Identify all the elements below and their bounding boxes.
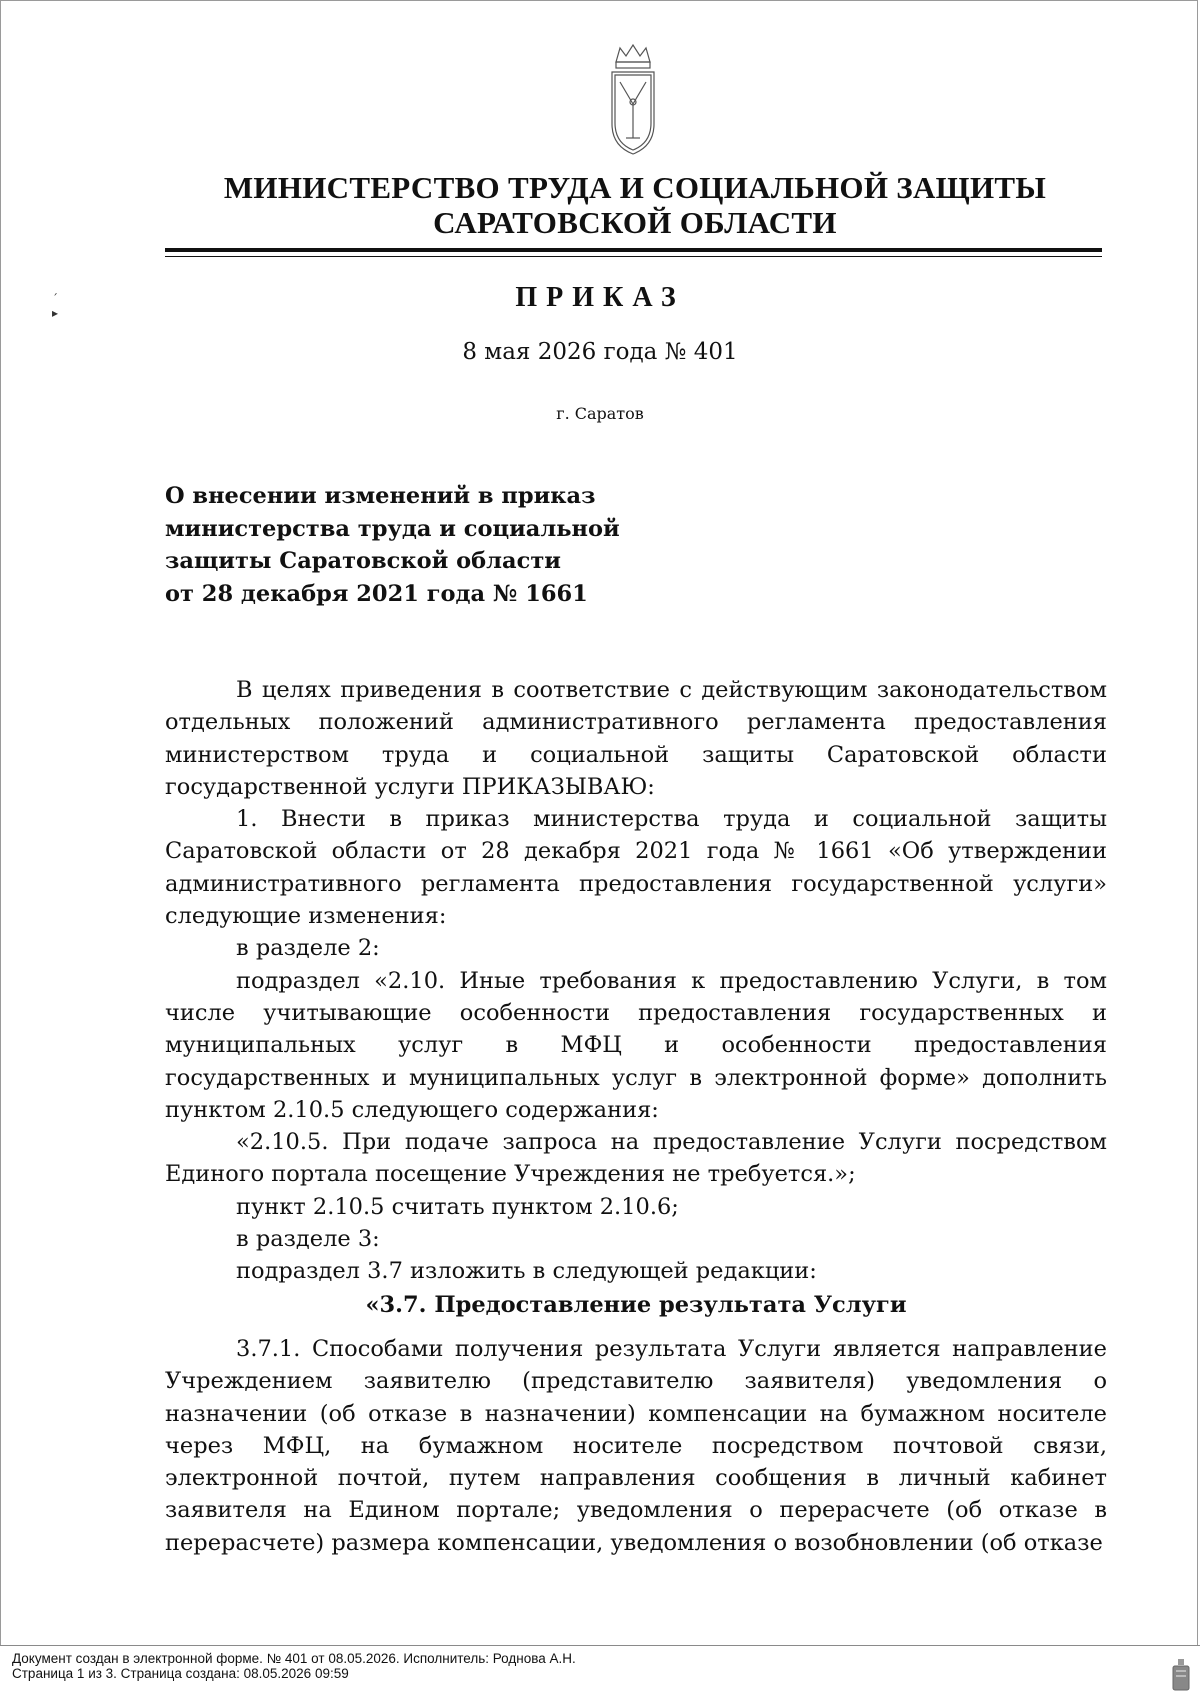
footer xyxy=(0,1645,1200,1699)
document-type: ПРИКАЗ xyxy=(515,282,685,313)
subject-line: министерства труда и социальной xyxy=(165,515,620,542)
header-rule-thin xyxy=(165,256,1102,257)
section-heading: «3.7. Предоставление результата Услуги xyxy=(365,1291,907,1318)
header-rule-thick xyxy=(165,248,1102,252)
saratov-coat-of-arms-icon xyxy=(606,42,660,162)
body-paragraph: 3.7.1. Способами получения результата Услуги является направление Учреждением заявителю (представителю заявителя) уведомления о назначении (об отказе в назначении) компенсации на бумажном носителе через МФЦ, на бумажном носителе посредством почтовой связи, электронной почтой, путем направления сообщения в личный кабинет заявителя на Едином портале; уведомления о перерасчете (об отказе в перерасчете) размера компенсации, уведомления о возобновлении (об отказе xyxy=(165,1335,1107,1556)
document-date-number: 8 мая 2026 года № 401 xyxy=(462,339,738,365)
ministry-name-line1: МИНИСТЕРСТВО ТРУДА И СОЦИАЛЬНОЙ ЗАЩИТЫ xyxy=(223,170,1047,205)
document-city: г. Саратов xyxy=(556,404,644,423)
body-paragraph: подраздел «2.10. Иные требования к предоставлению Услуги, в том числе учитывающие особенности предоставления государственных и муниципальных услуг в МФЦ и особенности предоставления государственных и муниципальных услуг в электронной форме» дополнить пунктом 2.10.5 следующего содержания: xyxy=(165,967,1107,1123)
subject-line: от 28 декабря 2021 года № 1661 xyxy=(165,580,588,607)
document-subject xyxy=(165,480,685,610)
body-paragraph: 1. Внести в приказ министерства труда и социальной защиты Саратовской области от 28 декабря 2021 года № 1661 «Об утверждении административного регламента предоставления государственной услуги» следующие изменения: xyxy=(165,806,1107,930)
ministry-name-line2: САРАТОВСКОЙ ОБЛАСТИ xyxy=(433,205,837,240)
body-paragraph: «2.10.5. При подаче запроса на предоставление Услуги посредством Единого портала посещение Учреждения не требуется.»; xyxy=(165,1129,1107,1188)
document-stamp-icon xyxy=(1172,1658,1190,1692)
body-paragraph: в разделе 3: xyxy=(236,1226,380,1253)
footer-text xyxy=(12,1651,576,1681)
subject-line: О внесении изменений в приказ xyxy=(165,483,596,509)
body-paragraph: в разделе 2: xyxy=(236,935,380,962)
body-paragraph: пункт 2.10.5 считать пунктом 2.10.6; xyxy=(236,1193,679,1220)
subject-line: защиты Саратовской области xyxy=(165,548,561,574)
footer-line2: Страница 1 из 3. Страница создана: 08.05.2026 09:59 xyxy=(12,1666,349,1681)
document-body xyxy=(165,674,1107,1559)
margin-marks: ´ ▸ xyxy=(52,292,59,320)
footer-line1: Документ создан в электронной форме. № 401 от 08.05.2026. Исполнитель: Роднова А.Н. xyxy=(12,1651,576,1666)
ministry-name xyxy=(160,170,1110,240)
body-paragraph: подраздел 3.7 изложить в следующей редакции: xyxy=(236,1258,817,1285)
body-paragraph: В целях приведения в соответствие с действующим законодательством отдельных положений административного регламента предоставления министерством труда и социальной защиты Саратовской области государственной услуги ПРИКАЗЫВАЮ: xyxy=(165,677,1107,800)
